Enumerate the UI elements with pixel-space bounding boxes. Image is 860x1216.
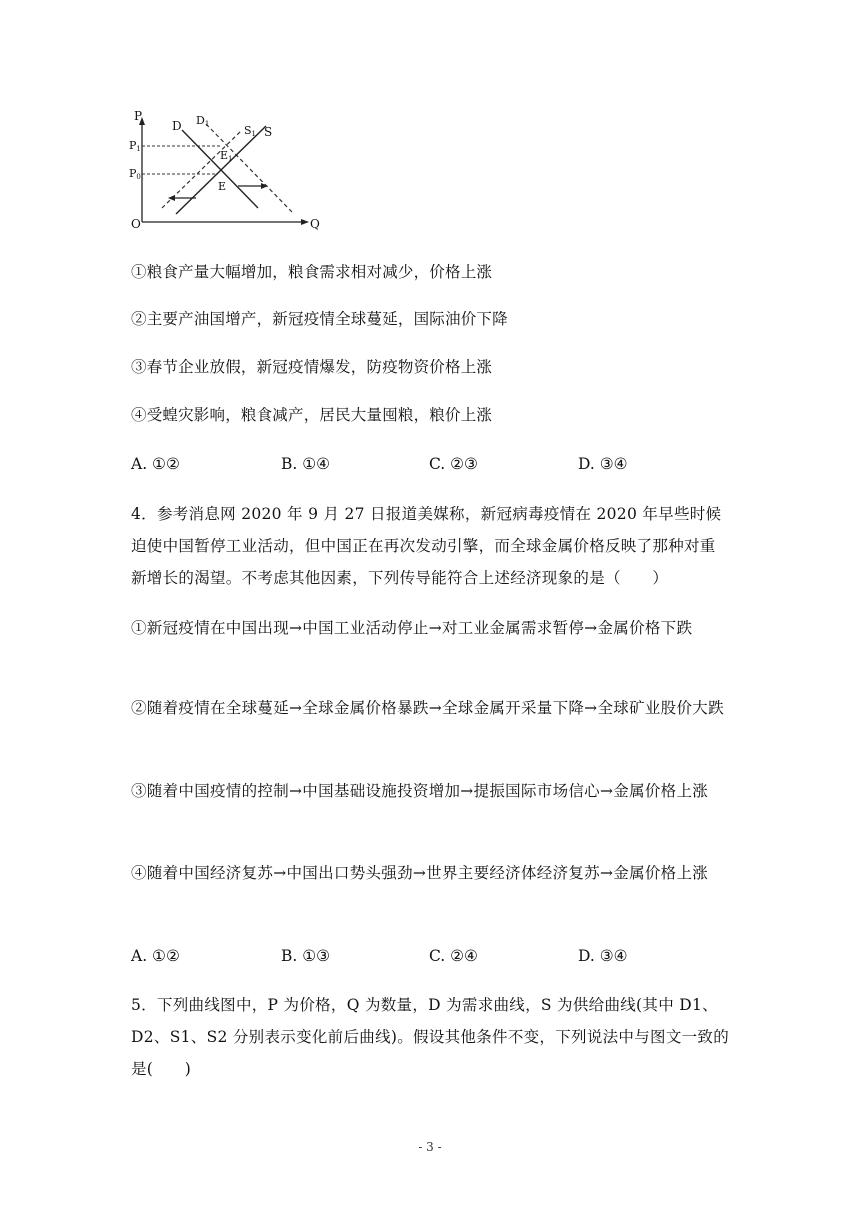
- label-s: S: [264, 125, 273, 139]
- q3-option-4: ④受蝗灾影响，粮食减产，居民大量囤粮，粮价上涨: [131, 406, 493, 424]
- q5-stem: 5．下列曲线图中，P 为价格，Q 为数量，D 为需求曲线，S 为供给曲线(其中 D1、D2、S1、S2 分别表示变化前后曲线)。假设其他条件不变，下列说法中与图文一致的是( ): [131, 996, 730, 1078]
- q3-option-2: ②主要产油国增产，新冠疫情全球蔓延，国际油价下降: [131, 310, 508, 328]
- q4-answer-choices: [131, 944, 731, 968]
- q3-answer-choices: [131, 452, 731, 476]
- label-p0: P0: [129, 167, 141, 181]
- q3-answer-b: B. ①④: [281, 455, 331, 473]
- label-s1: S1: [244, 124, 257, 138]
- q3-answer-c: C. ②③: [429, 455, 478, 473]
- label-q: Q: [310, 217, 320, 231]
- supply-demand-figure: [128, 108, 328, 232]
- right-shift-arrowhead: [261, 183, 268, 189]
- label-d1: D1: [196, 114, 210, 128]
- label-o: O: [131, 217, 141, 231]
- q4-item-2: ②随着疫情在全球蔓延→全球金属价格暴跌→全球金属开采量下降→全球矿业股价大跌: [131, 699, 724, 717]
- label-p: P: [134, 109, 143, 123]
- label-d: D: [172, 119, 182, 133]
- label-e: E: [218, 180, 227, 193]
- page-number: - 3 -: [418, 1140, 442, 1154]
- q3-option-1: ①粮食产量大幅增加，粮食需求相对减少，价格上涨: [131, 263, 493, 281]
- label-p1: P1: [129, 139, 141, 153]
- q4-answer-b: B. ①③: [281, 947, 331, 965]
- q3-option-3: ③春节企业放假，新冠疫情爆发，防疫物资价格上涨: [131, 358, 493, 376]
- q4-answer-a: A. ①②: [131, 947, 180, 965]
- q4-answer-c: C. ②④: [429, 947, 478, 965]
- q4-answer-d: D. ③④: [578, 947, 628, 965]
- left-shift-arrowhead: [168, 195, 175, 201]
- q-axis-arrow: [301, 219, 309, 225]
- q4-item-3: ③随着中国疫情的控制→中国基础设施投资增加→提振国际市场信心→金属价格上涨: [131, 782, 709, 800]
- q4-item-4: ④随着中国经济复苏→中国出口势头强劲→世界主要经济体经济复苏→金属价格上涨: [131, 864, 709, 882]
- supply-demand-graph: [128, 108, 328, 232]
- label-e1: E1: [220, 149, 233, 163]
- q4-item-1: ①新冠疫情在中国出现→中国工业活动停止→对工业金属需求暂停→金属价格下跌: [131, 619, 693, 637]
- q4-stem: 4．参考消息网 2020 年 9 月 27 日报道美媒称，新冠病毒疫情在 2020 年早些时候迫使中国暂停工业活动，但中国正在再次发动引擎，而全球金属价格反映了那种对重新增长的渴望。不考虑其他因素，下列传导能符合上述经济现象的是（ ）: [131, 505, 722, 587]
- q3-answer-a: A. ①②: [131, 455, 180, 473]
- q3-answer-d: D. ③④: [578, 455, 628, 473]
